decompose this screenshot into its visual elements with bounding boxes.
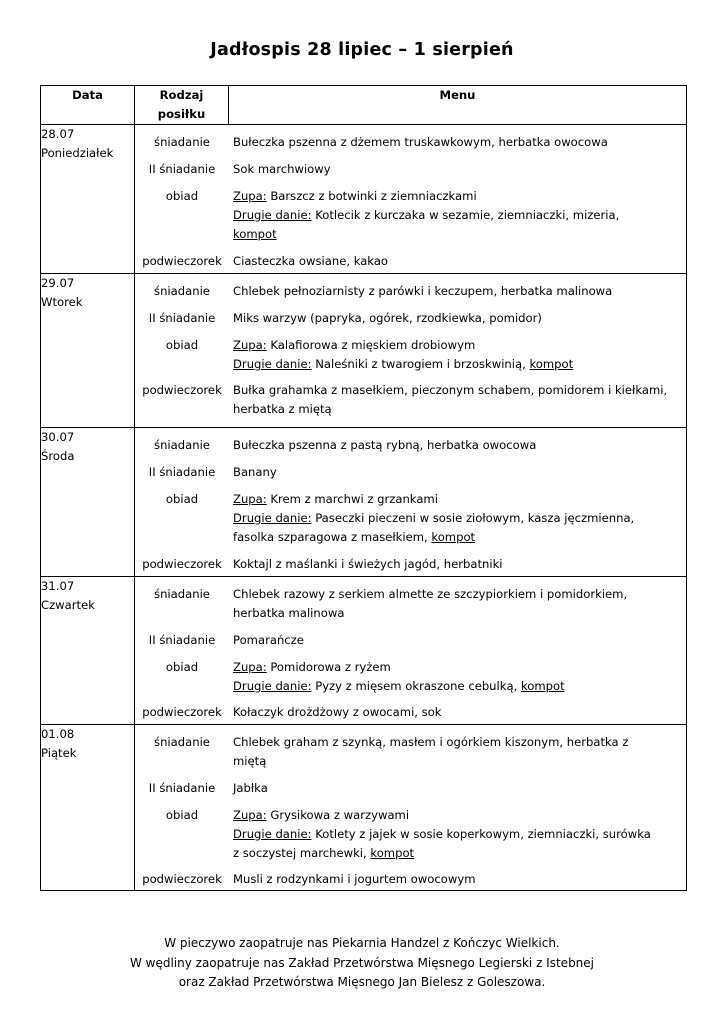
main-text-cont: fasolka szparagowa z masełkiem, bbox=[233, 530, 432, 544]
main-label: Drugie danie: bbox=[233, 357, 312, 371]
main-text: Kotlety z jajek w sosie koperkowym, ziemniaczki, surówka bbox=[311, 827, 651, 841]
meal-snack: Ciasteczka owsiane, kakao bbox=[233, 254, 389, 268]
soup-label: Zupa: bbox=[233, 660, 267, 674]
day-date: 01.08 bbox=[41, 727, 75, 741]
menu-table bbox=[40, 85, 687, 891]
page-title: Jadłospis 28 lipiec – 1 sierpień bbox=[210, 40, 514, 60]
meal-type-breakfast: śniadanie bbox=[154, 735, 210, 749]
footer bbox=[0, 934, 724, 993]
compot-text: kompot bbox=[520, 679, 565, 693]
meal-breakfast bbox=[229, 733, 632, 779]
day-row bbox=[41, 428, 687, 577]
meal-type-second-breakfast: II śniadanie bbox=[148, 781, 216, 795]
header-data: Data bbox=[41, 86, 135, 125]
day-name: Czwartek bbox=[41, 598, 95, 612]
meal-snack bbox=[229, 381, 671, 427]
meal-second-breakfast: Pomarańcze bbox=[233, 633, 304, 647]
meal-snack: Kołaczyk drożdżowy z owocami, sok bbox=[233, 705, 442, 719]
meal-type-second-breakfast: II śniadanie bbox=[148, 311, 216, 325]
snack-line: herbatka z miętą bbox=[233, 402, 332, 416]
main-label: Drugie danie: bbox=[233, 679, 312, 693]
day-menu bbox=[135, 274, 687, 428]
day-name: Piątek bbox=[41, 746, 77, 760]
meal-type-lunch: obiad bbox=[165, 189, 199, 203]
day-cell bbox=[41, 725, 135, 891]
footer-line: W wędliny zaopatruje nas Zakład Przetwórstwa Mięsnego Legierski z Istebnej bbox=[129, 955, 595, 970]
meal-type-second-breakfast: II śniadanie bbox=[148, 465, 216, 479]
main-text: Pyzy z mięsem okraszone cebulką, bbox=[311, 679, 521, 693]
meal-type-breakfast: śniadanie bbox=[154, 587, 210, 601]
meal-type-snack: podwieczorek bbox=[142, 383, 222, 397]
meal-lunch bbox=[229, 490, 638, 555]
header-meal-type bbox=[135, 86, 229, 125]
meal-second-breakfast: Sok marchwiowy bbox=[233, 162, 331, 176]
day-row bbox=[41, 725, 687, 891]
meal-lunch bbox=[229, 658, 569, 703]
meal-snack: Musli z rodzynkami i jogurtem owocowym bbox=[233, 872, 476, 886]
day-cell bbox=[41, 274, 135, 428]
compot-text: kompot bbox=[370, 846, 415, 860]
day-date: 30.07 bbox=[41, 430, 75, 444]
meal-second-breakfast: Jabłka bbox=[233, 781, 268, 795]
meal-type-breakfast: śniadanie bbox=[154, 135, 210, 149]
soup-label: Zupa: bbox=[233, 338, 267, 352]
main-text: Kotlecik z kurczaka w sezamie, ziemniaczki, mizeria, bbox=[311, 208, 620, 222]
breakfast-line: herbatka malinowa bbox=[233, 606, 345, 620]
meal-type-lunch: obiad bbox=[165, 808, 199, 822]
main-text: Naleśniki z twarogiem i brzoskwinią, bbox=[311, 357, 530, 371]
meal-type-second-breakfast: II śniadanie bbox=[148, 162, 216, 176]
table-header-row bbox=[41, 86, 687, 125]
breakfast-line: miętą bbox=[233, 754, 267, 768]
main-text: Paseczki pieczeni w sosie ziołowym, kasza jęczmienna, bbox=[311, 511, 635, 525]
soup-text: Krem z marchwi z grzankami bbox=[266, 492, 438, 506]
meal-type-snack: podwieczorek bbox=[142, 705, 222, 719]
day-menu bbox=[135, 125, 687, 274]
main-label: Drugie danie: bbox=[233, 511, 312, 525]
meal-lunch bbox=[229, 336, 577, 381]
compot-text: kompot bbox=[431, 530, 476, 544]
meal-second-breakfast: Banany bbox=[233, 465, 277, 479]
meal-type-snack: podwieczorek bbox=[142, 872, 222, 886]
day-date: 28.07 bbox=[41, 127, 75, 141]
day-menu bbox=[135, 725, 687, 891]
day-date: 31.07 bbox=[41, 579, 75, 593]
day-row bbox=[41, 577, 687, 725]
breakfast-line: Chlebek graham z szynką, masłem i ogórkiem kiszonym, herbatka z bbox=[233, 735, 629, 749]
compot-text: kompot bbox=[529, 357, 574, 371]
header-menu: Menu bbox=[229, 86, 687, 125]
soup-label: Zupa: bbox=[233, 189, 267, 203]
meal-breakfast bbox=[229, 585, 631, 631]
meal-type-snack: podwieczorek bbox=[142, 254, 222, 268]
day-name: Środa bbox=[41, 449, 75, 463]
day-cell bbox=[41, 577, 135, 725]
day-cell bbox=[41, 125, 135, 274]
meal-type-breakfast: śniadanie bbox=[154, 438, 210, 452]
header-meal-type-line2: posiłku bbox=[157, 107, 206, 121]
meal-type-lunch: obiad bbox=[165, 338, 199, 352]
meal-breakfast: Bułeczka pszenna z dżemem truskawkowym, herbatka owocowa bbox=[233, 135, 608, 149]
day-name: Wtorek bbox=[41, 295, 83, 309]
footer-line: W pieczywo zaopatruje nas Piekarnia Handzel z Kończyc Wielkich. bbox=[164, 936, 560, 950]
soup-text: Barszcz z botwinki z ziemniaczkami bbox=[266, 189, 477, 203]
meal-snack: Koktajl z maślanki i świeżych jagód, herbatniki bbox=[233, 557, 503, 571]
breakfast-line: Chlebek razowy z serkiem almette ze szczypiorkiem i pomidorkiem, bbox=[233, 587, 628, 601]
meal-breakfast: Bułeczka pszenna z pastą rybną, herbatka owocowa bbox=[233, 438, 537, 452]
day-row bbox=[41, 274, 687, 428]
meal-type-lunch: obiad bbox=[165, 492, 199, 506]
main-label: Drugie danie: bbox=[233, 208, 312, 222]
footer-line: oraz Zakład Przetwórstwa Mięsnego Jan Bielesz z Goleszowa. bbox=[178, 975, 546, 989]
meal-type-second-breakfast: II śniadanie bbox=[148, 633, 216, 647]
soup-text: Kalafiorowa z mięskiem drobiowym bbox=[266, 338, 476, 352]
soup-text: Pomidorowa z ryżem bbox=[266, 660, 391, 674]
meal-lunch bbox=[229, 806, 655, 870]
day-date: 29.07 bbox=[41, 276, 75, 290]
day-name: Poniedziałek bbox=[41, 146, 114, 160]
header-meal-type-line1: Rodzaj bbox=[159, 88, 204, 102]
main-label: Drugie danie: bbox=[233, 827, 312, 841]
meal-type-breakfast: śniadanie bbox=[154, 284, 210, 298]
soup-text: Grysikowa z warzywami bbox=[266, 808, 410, 822]
meal-lunch bbox=[229, 187, 623, 252]
day-menu bbox=[135, 428, 687, 577]
day-row bbox=[41, 125, 687, 274]
compot-text: kompot bbox=[233, 227, 277, 241]
meal-type-lunch: obiad bbox=[165, 660, 199, 674]
soup-label: Zupa: bbox=[233, 492, 267, 506]
meal-type-snack: podwieczorek bbox=[142, 557, 222, 571]
day-menu bbox=[135, 577, 687, 725]
meal-breakfast: Chlebek pełnoziarnisty z parówki i keczupem, herbatka malinowa bbox=[233, 284, 613, 298]
snack-line: Bułka grahamka z masełkiem, pieczonym schabem, pomidorem i kiełkami, bbox=[233, 383, 668, 397]
main-text-cont: z soczystej marchewki, bbox=[233, 846, 371, 860]
soup-label: Zupa: bbox=[233, 808, 267, 822]
day-cell bbox=[41, 428, 135, 577]
meal-second-breakfast: Miks warzyw (papryka, ogórek, rzodkiewka, pomidor) bbox=[233, 311, 542, 325]
